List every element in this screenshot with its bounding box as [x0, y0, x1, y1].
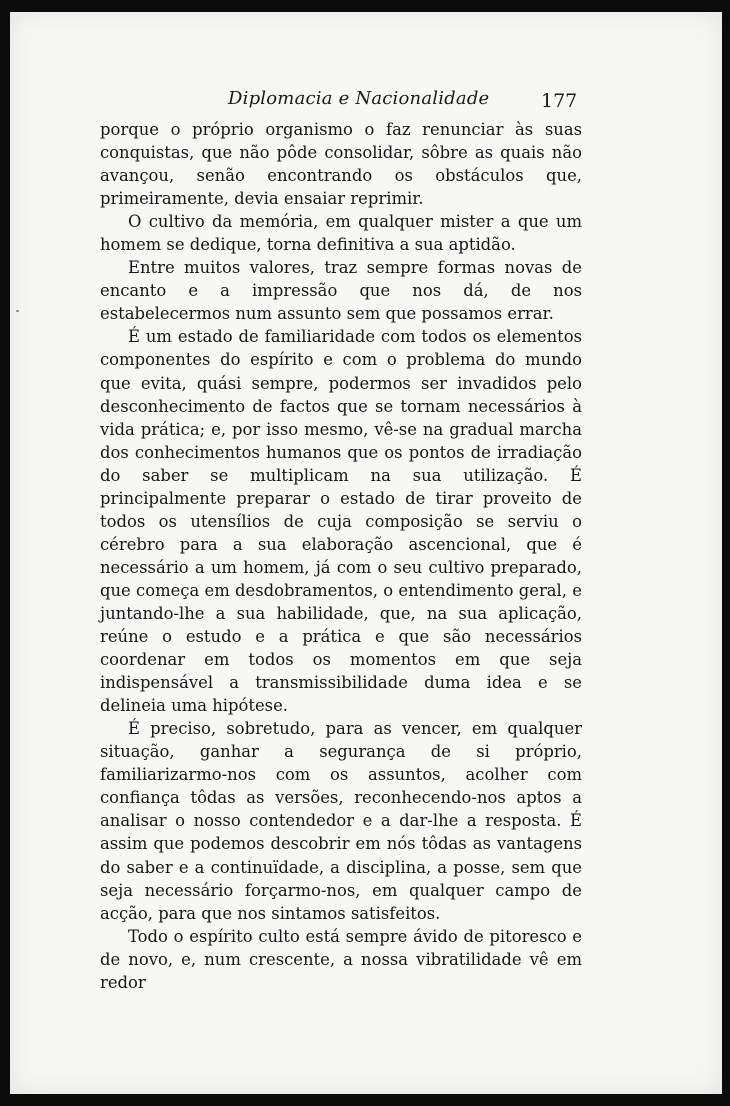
page-header: [10, 88, 722, 112]
page-number: 177: [541, 90, 578, 112]
scan-speck: [16, 310, 19, 312]
paragraph: porque o próprio organismo o faz renunciar às suas conquistas, que não pôde consolidar, sôbre as quais não avançou, senão encontrando os obstáculos que, primeiramente, devia ensaiar reprimir.: [100, 120, 582, 209]
paragraph: O cultivo da memória, em qualquer mister a que um homem se dedique, torna definitiva a sua aptidão.: [100, 212, 582, 255]
paragraph: Entre muitos valores, traz sempre formas novas de encanto e a impressão que nos dá, de nos estabelecermos num assunto sem que possamos errar.: [100, 258, 582, 324]
running-title: Diplomacia e Nacionalidade: [228, 88, 490, 109]
paragraph: Todo o espírito culto está sempre ávido de pitoresco e de novo, e, num crescente, a nossa vibratilidade vê em redor: [100, 926, 582, 992]
paragraph: É um estado de familiaridade com todos os elementos componentes do espírito e com o problema do mundo que evita, quási sempre, podermos ser invadidos pelo desconhecimento de factos que se tornam necessários à vida prática; e, por isso mesmo, vê-se na gradual marcha dos conhecimentos humanos que os pontos de irradiação do saber se multiplicam na sua utilização. É principalmente preparar o estado de tirar proveito de todos os utensílios de cuja composição se serviu o cérebro para a sua elaboração ascencional, que é necessário a um homem, já com o seu cultivo preparado, que começa em desdobramentos, o entendimento geral, e juntando-lhe a sua habilidade, que, na sua aplicação, reúne o estudo e a prática e que são necessários coordenar em todos os momentos em que seja indispensável a transmissibilidade duma idea e se delineia uma hipótese.: [100, 327, 582, 716]
paragraph: É preciso, sobretudo, para as vencer, em qualquer situação, ganhar a segurança de si próprio, familiarizarmo-nos com os assuntos, acolher com confiança tôdas as versões, reconhecendo-nos aptos a analisar o nosso contendedor e a dar-lhe a resposta. É assim que podemos descobrir em nós tôdas as vantagens do saber e a continuïdade, a disciplina, a posse, sem que seja necessário forçarmo-nos, em qualquer campo de acção, para que nos sintamos satisfeitos.: [100, 719, 582, 923]
body-text: [100, 118, 582, 994]
book-page: [10, 12, 722, 1094]
